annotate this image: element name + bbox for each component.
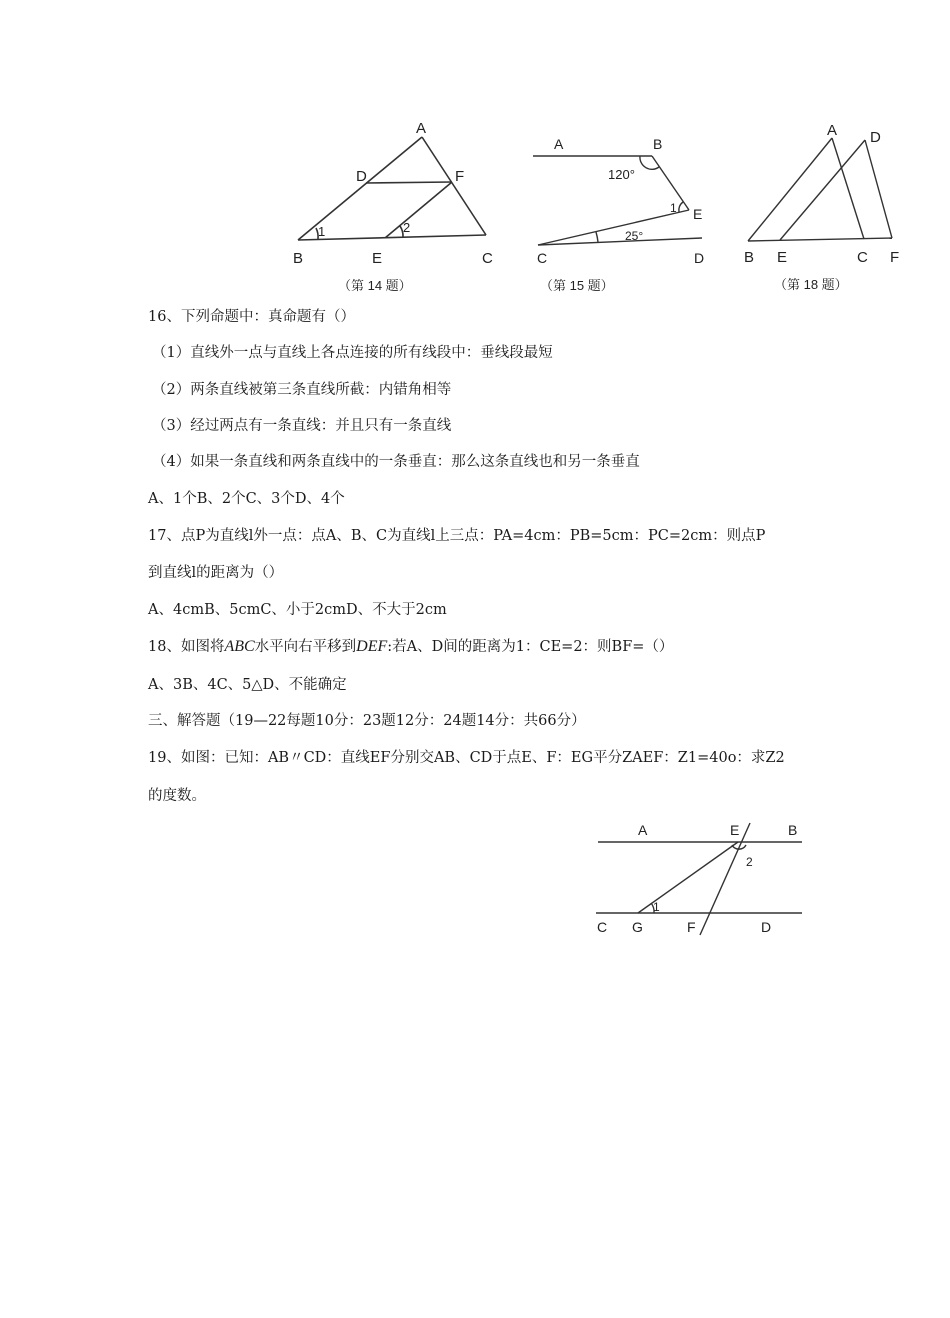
label-c: C	[597, 919, 608, 935]
q18-stem-post: :若A、D间的距离为1：CE=2：则BF=（）	[387, 639, 674, 655]
q17-stem-line-2: 到直线l的距离为（）	[148, 565, 284, 581]
figure-14	[290, 115, 505, 300]
segment-ac	[422, 137, 486, 235]
caption-15: （第 15 题）	[540, 278, 614, 293]
label-angle-1: 1	[318, 224, 326, 239]
label-g: G	[632, 919, 643, 935]
q16-options: A、1个B、2个C、3个D、4个	[148, 491, 345, 507]
label-angle-1: 1	[653, 900, 660, 914]
label-f: F	[687, 919, 696, 935]
segment-bc	[298, 235, 486, 240]
label-angle-1: 1	[670, 201, 677, 215]
figure-18	[740, 120, 910, 300]
label-d: D	[694, 250, 705, 266]
q17-options: A、4cmB、5cmC、小于2cmD、不大于2cm	[148, 602, 447, 618]
label-b: B	[293, 250, 304, 267]
segment-ef	[385, 182, 452, 238]
caption-18: （第 18 题）	[774, 277, 848, 292]
section-3-heading: 三、解答题（19—22每题10分：23题12分：24题14分：共66分）	[148, 713, 586, 729]
q19-stem-line-1: 19、如图：已知：AB〃CD：直线EF分别交AB、CD于点E、F：EG平分ZAEF：Z1=40o：求Z2	[148, 750, 785, 766]
label-d: D	[761, 919, 772, 935]
label-b: B	[653, 136, 663, 152]
q18-triangle-def: DEF	[356, 638, 388, 655]
label-a: A	[416, 120, 427, 137]
segment-df	[865, 140, 892, 238]
q16-item-2: （2）两条直线被第三条直线所截：内错角相等	[152, 382, 452, 398]
label-angle-2: 2	[403, 220, 411, 235]
label-25: 25°	[625, 229, 644, 243]
angle-c-arc	[596, 232, 598, 242]
label-e: E	[730, 822, 740, 838]
line-bf	[748, 238, 892, 241]
line-ef	[700, 823, 750, 935]
label-f: F	[890, 249, 900, 266]
q18-stem-mid: 水平向右平移到	[254, 639, 357, 655]
q18-stem	[148, 637, 673, 657]
label-b: B	[788, 822, 798, 838]
label-d: D	[870, 129, 881, 146]
q16-item-1: （1）直线外一点与直线上各点连接的所有线段中：垂线段最短	[152, 345, 553, 361]
q16-item-4: （4）如果一条直线和两条直线中的一条垂直：那么这条直线也和另一条垂直	[152, 454, 640, 470]
figure-15	[530, 130, 715, 300]
label-e: E	[777, 249, 788, 266]
label-c: C	[857, 249, 868, 266]
label-d: D	[356, 168, 367, 185]
label-e: E	[372, 250, 383, 267]
q18-options: A、3B、4C、5△D、不能确定	[148, 677, 347, 693]
label-c: C	[537, 250, 548, 266]
label-e: E	[693, 206, 703, 222]
q17-stem-line-1: 17、点P为直线l外一点：点A、B、C为直线l上三点：PA=4cm：PB=5cm：PC=2cm：则点P	[148, 528, 766, 544]
label-b: B	[744, 249, 755, 266]
segment-ac	[832, 138, 864, 239]
label-c: C	[482, 250, 493, 267]
label-a: A	[638, 822, 648, 838]
label-a: A	[554, 136, 564, 152]
label-120: 120°	[608, 167, 635, 182]
figure-19	[590, 815, 810, 940]
q16-item-3: （3）经过两点有一条直线：并且只有一条直线	[152, 418, 452, 434]
segment-ab	[748, 138, 832, 241]
caption-14: （第 14 题）	[338, 278, 412, 293]
q19-stem-line-2: 的度数。	[148, 788, 206, 804]
q18-stem-pre: 18、如图将	[148, 639, 225, 655]
angle-1-arc	[679, 202, 683, 212]
label-angle-2: 2	[746, 855, 753, 869]
q18-triangle-abc: ABC	[224, 638, 255, 655]
label-f: F	[455, 168, 465, 185]
segment-df	[366, 182, 452, 183]
q16-stem: 16、下列命题中：真命题有（）	[148, 309, 355, 325]
label-a: A	[827, 122, 838, 139]
segment-ed	[780, 140, 865, 240]
